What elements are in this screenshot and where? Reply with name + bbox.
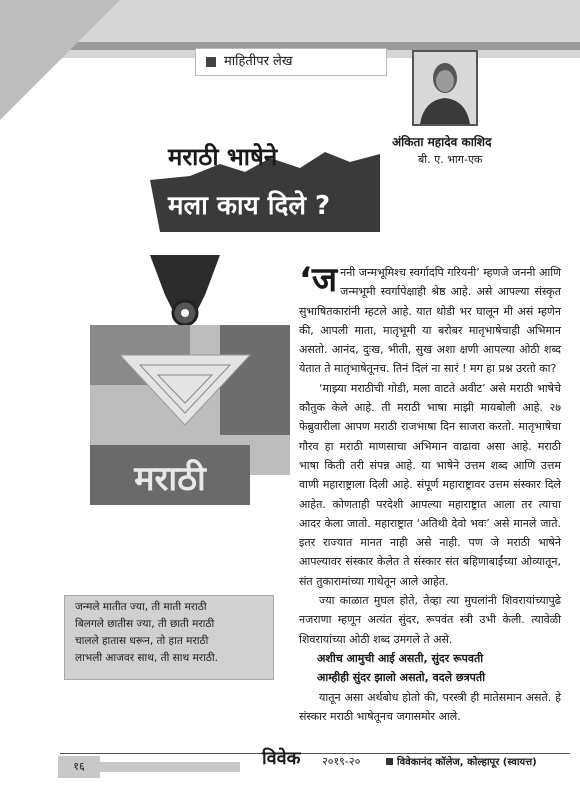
title-line-1: मराठी भाषेने bbox=[168, 143, 278, 171]
verse-line-1: अशीच आमुची आई असती, सुंदर रूपवती bbox=[317, 651, 484, 665]
poem-line: जन्मले मातीत ज्या, ती माती मराठी bbox=[75, 601, 207, 613]
section-label: माहितीपर लेख bbox=[224, 54, 293, 69]
footer-college: विवेकानंद कॉलेज, कोल्हापूर (स्वायत्त) bbox=[397, 757, 537, 768]
paragraph-1: ‘जननी जन्मभूमिश्च स्वर्गादपि गरियनी’ म्हणजे जननी आणि जन्मभूमी स्वर्गापेक्षाही श्रेष्ठ आहे. असे आपल्या संस्कृत सुभाषितकारांनी म्हटले आहे. यात थोडी भर घालून मी असं म्हणेन की, आपली माता, मातृभूमी या बरोबर मातृभाषेचाही अभिमान असतो. आनंद, दुःख, भीती, सुख अशा क्षणी आपल्या ओठी शब्द येतात ते मातृभाषेतूनच. तिनं दिलं ना सारं ! मग हा प्रश्न उरतो का? bbox=[299, 260, 561, 376]
paragraph-4: यातून असा अर्थबोध होतो की, परस्त्री ही मातेसमान असते. हे संस्कार मराठी भाषेतूनच जगासमोर आले. bbox=[299, 690, 561, 723]
footer-year: २०१९-२० bbox=[322, 755, 361, 768]
author-class: बी. ए. भाग-एक bbox=[418, 153, 483, 166]
verse-line-2: आम्हीही सुंदर झालो असतो, वदले छत्रपती bbox=[317, 671, 486, 685]
corner-decoration bbox=[0, 0, 120, 120]
poem-line: चालले हातास धरून, तो हात मराठी bbox=[75, 635, 209, 647]
section-tag bbox=[195, 48, 387, 76]
square-bullet-icon bbox=[206, 57, 216, 67]
title-line-2: मला काय दिले ? bbox=[168, 191, 331, 221]
poem-box bbox=[64, 595, 274, 680]
paragraph-2: ‘माझ्या मराठीची गोडी, मला वाटते अवीट’ असे मराठी भाषेचे कौतुक केले आहे. ती मराठी भाषा माझी मायबोली आहे. २७ फेब्रुवारीला आपण मराठी राजभाषा दिन साजरा करतो. मातृभाषेचा गौरव हा मराठी माणसाचा अभिमान वाढावा असा आहे. मराठी भाषा किती तरी संपन्न आहे. या भाषेने उत्तम शब्द आणि उत्तम वाणी महाराष्ट्राला दिली आहे. संपूर्ण महाराष्ट्रावर उत्तम संस्कार दिले आहेत. कोणताही परदेशी आपल्या महाराष्ट्रात आला तर त्याचा आदर केला जातो. महाराष्ट्रात ‘अतिथी देवो भवः’ असे मानले जाते. इतर राज्यात मानत नाही असे नाही. पण जे मराठी भाषेने आपल्यावर संस्कार केलेत ते संस्कार संत बहिणाबाईंच्या ओव्यातून, संत तुकारामांच्या गाथेतून आले आहेत. bbox=[299, 381, 561, 588]
paragraph-3: ज्या काळात मुघल होते, तेव्हा त्या मुघलांनी शिवरायांच्यापुढे नजराणा म्हणून अत्यंत सुंदर, रूपवंत स्त्री उभी केली. त्यावेळी शिवरायांच्या ओठी शब्द उमगले ते असे. bbox=[299, 594, 561, 646]
square-bullet-icon bbox=[386, 758, 393, 765]
poem-line: बिलगले छातीस ज्या, ती छाती मराठी bbox=[75, 618, 215, 630]
person-silhouette-icon bbox=[414, 52, 476, 124]
article-body bbox=[299, 260, 561, 726]
author-name: अंकिता महादेव काशिद bbox=[392, 135, 492, 149]
footer-bar bbox=[100, 762, 240, 772]
marathi-logo bbox=[80, 255, 290, 555]
poem-line: लाभली आजवर साथ, ती साथ मराठी. bbox=[75, 652, 218, 664]
footer-brand: विवेक bbox=[262, 748, 301, 769]
logo-label: मराठी bbox=[134, 459, 206, 499]
drop-cap: ‘ज bbox=[299, 260, 338, 300]
author-photo bbox=[412, 50, 478, 126]
page-number: १६ bbox=[58, 756, 100, 778]
